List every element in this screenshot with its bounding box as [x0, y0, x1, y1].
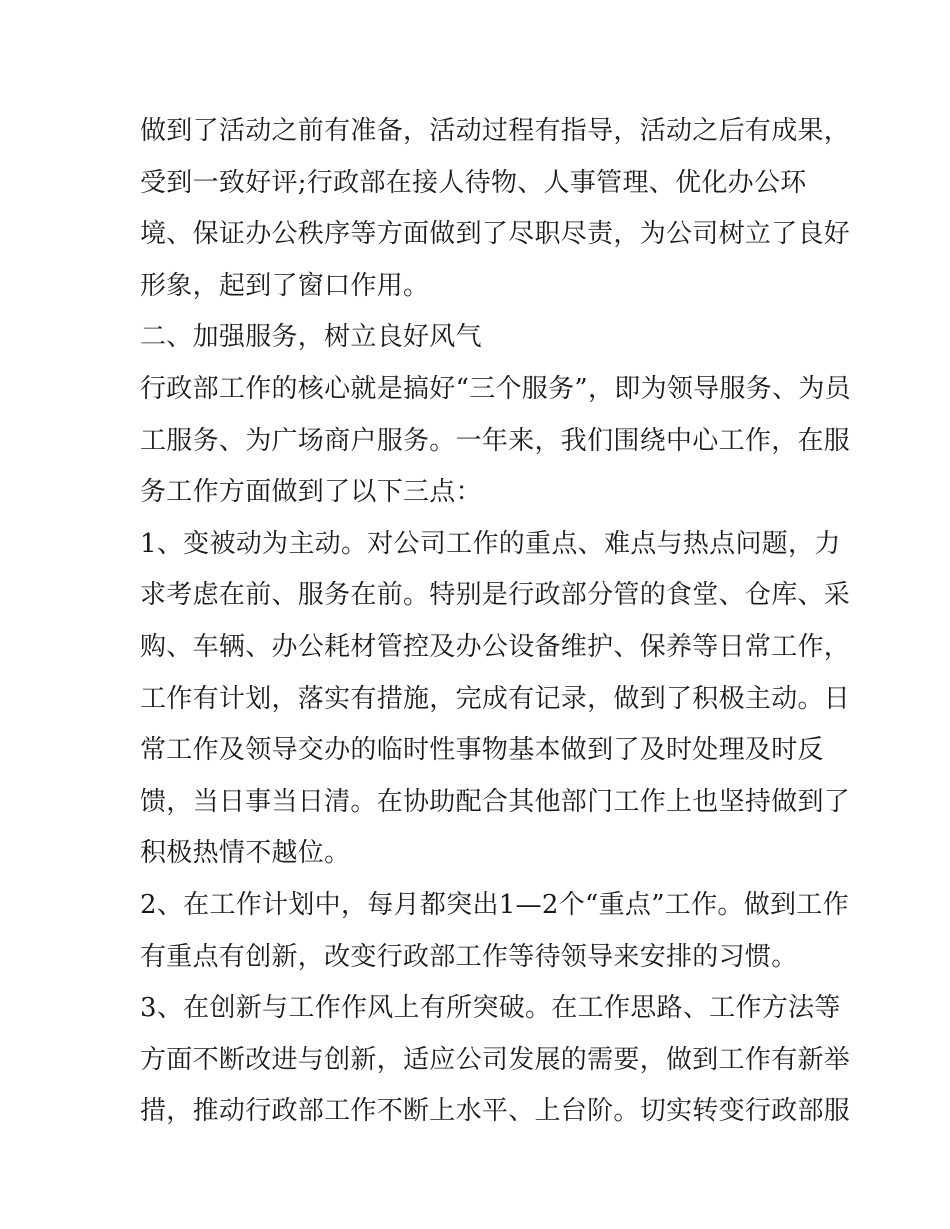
text-line: 积极热情不越位。 — [140, 838, 351, 869]
text-line: 购、车辆、办公耗材管控及办公设备维护、保养等日常工作， — [140, 631, 851, 662]
list-item-2: 2、在工作计划中，每月都突出1—2个“重点”工作。做到工作 — [140, 889, 849, 920]
text-line: 工作有计划，落实有措施，完成有记录，做到了积极主动。日 — [140, 683, 851, 714]
text-line: 务工作方面做到了以下三点： — [140, 477, 482, 508]
text-line: 形象，起到了窗口作用。 — [140, 270, 430, 301]
text-line: 馈，当日事当日清。在协助配合其他部门工作上也坚持做到了 — [140, 786, 851, 817]
text-line: 有重点有创新，改变行政部工作等待领导来安排的习惯。 — [140, 941, 798, 972]
text-line: 常工作及领导交办的临时性事物基本做到了及时处理及时反 — [140, 735, 824, 766]
text-line: 求考虑在前、服务在前。特别是行政部分管的食堂、仓库、采 — [140, 580, 851, 611]
section-heading: 二、加强服务，树立良好风气 — [140, 322, 482, 353]
text-line: 做到了活动之前有准备，活动过程有指导，活动之后有成果， — [140, 116, 851, 146]
text-line: 受到一致好评;行政部在接人待物、人事管理、优化办公环 — [140, 167, 807, 198]
document-body — [140, 106, 851, 1138]
list-item-3: 3、在创新与工作作风上有所突破。在工作思路、工作方法等 — [140, 993, 841, 1024]
text-line: 方面不断改进与创新，适应公司发展的需要，做到工作有新举 — [140, 1044, 851, 1075]
list-item-1: 1、变被动为主动。对公司工作的重点、难点与热点问题，力 — [140, 528, 841, 559]
text-line: 行政部工作的核心就是搞好“三个服务”，即为领导服务、为员 — [140, 373, 851, 404]
text-line: 措，推动行政部工作不断上水平、上台阶。切实转变行政部服 — [140, 1096, 851, 1127]
text-line: 工服务、为广场商户服务。一年来，我们围绕中心工作，在服 — [140, 425, 851, 456]
text-line: 境、保证办公秩序等方面做到了尽职尽责，为公司树立了良好 — [140, 219, 851, 250]
